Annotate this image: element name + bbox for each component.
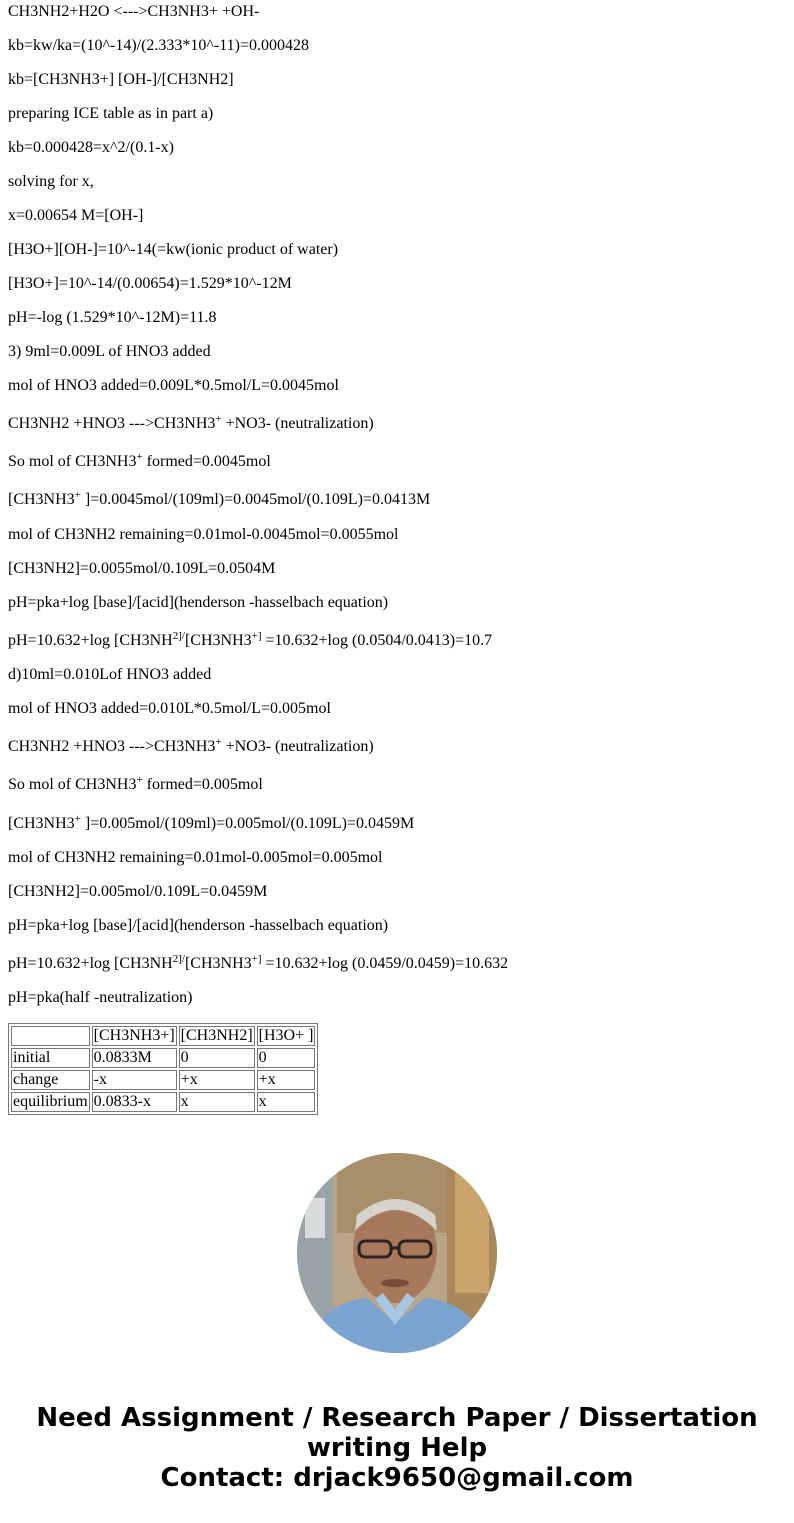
text-line: [H3O+]=10^-14/(0.00654)=1.529*10^-12M — [8, 275, 292, 292]
text-line: pH=pka+log [base]/[acid](henderson -hasselbach equation) — [8, 917, 389, 934]
text-line: pH=pka+log [base]/[acid](henderson -hasselbach equation) — [8, 594, 389, 611]
author-avatar — [297, 1153, 497, 1353]
promo-footer — [0, 1403, 794, 1493]
text-line: x=0.00654 M=[OH-] — [8, 207, 144, 224]
text-line: So mol of CH3NH3+ formed=0.005mol — [8, 774, 263, 793]
table-header-cell: [CH3NH2] — [180, 1027, 253, 1044]
table-header-cell: [H3O+ ] — [258, 1027, 314, 1044]
table-row — [11, 1092, 315, 1112]
text-line: CH3NH2+H2O <--->CH3NH3+ +OH- — [8, 3, 260, 20]
text-line: mol of HNO3 added=0.010L*0.5mol/L=0.005mol — [8, 700, 331, 717]
text-line: [CH3NH2]=0.005mol/0.109L=0.0459M — [8, 883, 268, 900]
text-line: pH=-log (1.529*10^-12M)=11.8 — [8, 309, 217, 326]
table-cell: initial — [11, 1048, 90, 1068]
table-cell: 0 — [179, 1048, 255, 1068]
text-line: kb=[CH3NH3+] [OH-]/[CH3NH2] — [8, 71, 234, 88]
text-line: CH3NH2 +HNO3 --->CH3NH3+ +NO3- (neutralization) — [8, 413, 374, 432]
table-header-cell — [11, 1026, 90, 1046]
table-cell: +x — [179, 1070, 255, 1090]
text-line: pH=pka(half -neutralization) — [8, 989, 193, 1006]
table-cell: x — [257, 1092, 316, 1112]
text-line: [CH3NH3+ ]=0.005mol/(109ml)=0.005mol/(0.109L)=0.0459M — [8, 813, 415, 832]
table-cell: x — [179, 1092, 255, 1112]
text-line: kb=0.000428=x^2/(0.1-x) — [8, 139, 174, 156]
table-row — [11, 1070, 315, 1090]
text-line: d)10ml=0.010Lof HNO3 added — [8, 666, 212, 683]
text-line: preparing ICE table as in part a) — [8, 105, 214, 122]
table-cell: 0.0833M — [92, 1048, 177, 1068]
text-line: pH=10.632+log [$CH3NH^{2]/}[CH3NH3^{+]} =10.632+\log$ (0.0459/0.0459)=10.632 — [8, 953, 509, 972]
text-line: kb=kw/ka=(10^-14)/(2.333*10^-11)=0.000428 — [8, 37, 310, 54]
table-row — [11, 1048, 315, 1068]
contact-line: Contact: drjack9650@gmail.com — [160, 1463, 634, 1493]
text-line: mol of HNO3 added=0.009L*0.5mol/L=0.0045mol — [8, 377, 339, 394]
text-line: 3) 9ml=0.009L of HNO3 added — [8, 343, 211, 360]
table-header-cell: [CH3NH3+] — [93, 1027, 175, 1044]
text-line: mol of CH3NH2 remaining=0.01mol-0.0045mol=0.0055mol — [8, 526, 399, 543]
text-line: pH=10.632+log [$CH3NH^{2]/}[CH3NH3^{+]} =10.632+\log$ (0.0504/0.0413)=10.7 — [8, 630, 493, 649]
table-cell: +x — [257, 1070, 316, 1090]
text-line: CH3NH2 +HNO3 --->CH3NH3+ +NO3- (neutralization) — [8, 736, 374, 755]
table-cell: -x — [92, 1070, 177, 1090]
text-line: So mol of CH3NH3+ formed=0.0045mol — [8, 451, 271, 470]
table-cell: 0 — [257, 1048, 316, 1068]
table-cell: 0.0833-x — [92, 1092, 177, 1112]
ice-table — [8, 1023, 318, 1115]
text-line: mol of CH3NH2 remaining=0.01mol-0.005mol=0.005mol — [8, 849, 383, 866]
text-line: solving for x, — [8, 173, 94, 190]
text-line: [H3O+][OH-]=10^-14(=kw(ionic product of water) — [8, 241, 339, 258]
text-line: [CH3NH3+ ]=0.0045mol/(109ml)=0.0045mol/(0.109L)=0.0413M — [8, 489, 431, 508]
author-photo-icon — [297, 1153, 497, 1353]
promo-line: writing Help — [306, 1433, 488, 1463]
promo-line: Need Assignment / Research Paper / Dissertation — [36, 1403, 758, 1433]
table-cell: change — [11, 1070, 90, 1090]
table-cell: equilibrium — [13, 1093, 88, 1110]
table-header-row — [11, 1026, 315, 1046]
text-line: [CH3NH2]=0.0055mol/0.109L=0.0504M — [8, 560, 276, 577]
